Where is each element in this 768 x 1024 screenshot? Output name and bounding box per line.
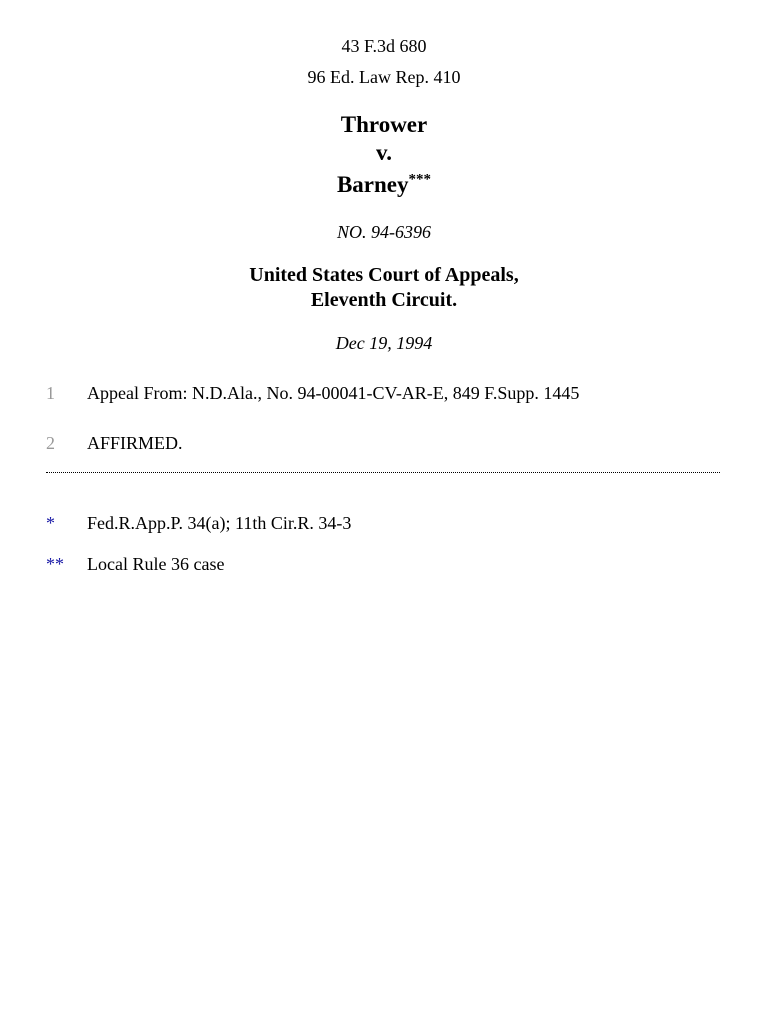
court-name: United States Court of Appeals,	[249, 264, 519, 286]
reporter-citation: 43 F.3d 680	[341, 36, 427, 56]
footnote-text: Local Rule 36 case	[87, 554, 225, 574]
paragraph-number: 1	[46, 383, 55, 403]
case-versus: v.	[376, 140, 392, 165]
docket-number: NO. 94-6396	[337, 222, 431, 242]
decision-date: Dec 19, 1994	[335, 333, 433, 353]
paragraph-number: 2	[46, 433, 55, 453]
footnote-reference[interactable]: ***	[408, 171, 432, 188]
case-defendant-line	[0, 171, 768, 199]
case-plaintiff: Thrower	[340, 112, 428, 137]
secondary-citation: 96 Ed. Law Rep. 410	[307, 67, 461, 87]
footnote-divider	[46, 472, 720, 473]
court-circuit: Eleventh Circuit.	[310, 289, 458, 311]
case-defendant: Barney	[336, 172, 409, 197]
footnote-marker[interactable]: **	[46, 554, 64, 574]
footnote-text: Fed.R.App.P. 34(a); 11th Cir.R. 34-3	[87, 513, 352, 533]
footnote-marker[interactable]: *	[46, 513, 55, 533]
paragraph-text: AFFIRMED.	[87, 433, 183, 453]
paragraph-text: Appeal From: N.D.Ala., No. 94-00041-CV-AR-E, 849 F.Supp. 1445	[87, 383, 580, 403]
